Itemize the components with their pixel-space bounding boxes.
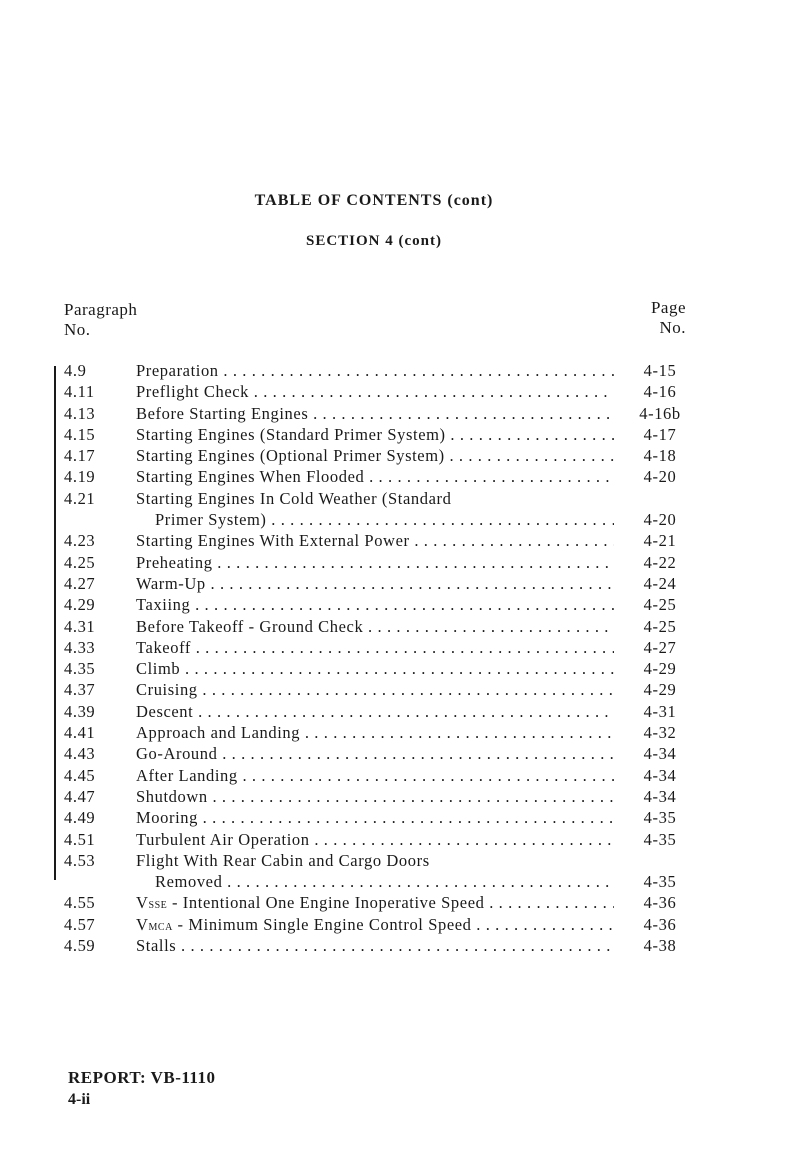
entry-title-text: Takeoff [136, 637, 191, 657]
entry-title [136, 743, 614, 764]
entry-title-continued [155, 871, 614, 892]
paragraph-number: 4.23 [64, 531, 96, 551]
entry-title-text: Cruising [136, 680, 198, 700]
toc-entry [64, 445, 690, 466]
entry-title-text: After Landing [136, 765, 238, 785]
entry-title-text: Starting Engines With External Power [136, 531, 410, 551]
toc-entry [64, 786, 690, 807]
paragraph-number: 4.41 [64, 723, 96, 743]
entry-title-text: Flight With Rear Cabin and Cargo Doors [136, 850, 430, 870]
entry-title-text: Warm-Up [136, 573, 206, 593]
entry-page-number: 4-32 [643, 723, 677, 743]
speed-subscript: MCA [148, 921, 173, 933]
paragraph-header-line1: Paragraph [64, 300, 138, 319]
toc-entry [64, 935, 690, 956]
entry-title-text: Stalls [136, 936, 177, 956]
entry-page-number: 4-36 [643, 914, 677, 934]
entry-title [136, 573, 614, 594]
paragraph-number: 4.35 [64, 659, 96, 679]
paragraph-number: 4.39 [64, 701, 96, 721]
entry-title-text: Preparation [136, 361, 219, 380]
entry-title-text: Preflight Check [136, 382, 250, 402]
entry-page-number: 4-34 [643, 744, 677, 764]
entry-page-number: 4-16 [643, 382, 677, 402]
entry-page-number: 4-25 [643, 595, 677, 615]
entry-page-number: 4-29 [643, 659, 677, 679]
entry-page-number: 4-15 [643, 361, 677, 380]
page-header-line2: No. [659, 318, 686, 337]
page-column-header [610, 298, 686, 338]
paragraph-number: 4.21 [64, 488, 96, 508]
entry-title [136, 722, 614, 743]
toc-entry [64, 616, 690, 637]
paragraph-number: 4.25 [64, 552, 96, 572]
entry-page-number: 4-17 [643, 424, 677, 444]
entry-title-text: Before Starting Engines [136, 403, 309, 423]
toc-entry [64, 658, 690, 679]
entry-title [136, 786, 614, 807]
paragraph-number: 4.51 [64, 829, 96, 849]
entry-title-text: Go-Around [136, 744, 218, 764]
entry-page-number: 4-31 [643, 701, 677, 721]
paragraph-number: 4.43 [64, 744, 96, 764]
toc-entry [64, 679, 690, 700]
toc-entry [64, 381, 690, 402]
toc-entry [64, 552, 690, 573]
paragraph-number: 4.47 [64, 786, 96, 806]
paragraph-number: 4.31 [64, 616, 96, 636]
entry-page-number: 4-27 [643, 637, 677, 657]
entry-page-number: 4-29 [643, 680, 677, 700]
entry-page-number: 4-34 [643, 765, 677, 785]
toc-entry [64, 807, 690, 828]
page-footer [68, 1067, 215, 1111]
entry-title [136, 701, 614, 722]
entry-title-text: Mooring [136, 808, 198, 828]
toc-entry-continuation [64, 509, 690, 530]
paragraph-number: 4.29 [64, 595, 96, 615]
toc-entry [64, 424, 690, 445]
entry-title [136, 445, 614, 466]
entry-title-text: Taxiing [136, 595, 191, 615]
toc-entry [64, 829, 690, 850]
paragraph-number: 4.45 [64, 765, 96, 785]
toc-entry [64, 914, 690, 935]
entry-title-continued-text: Removed [155, 872, 223, 892]
entry-title [136, 765, 614, 786]
entry-title [136, 466, 614, 487]
entry-title [136, 488, 614, 509]
paragraph-number: 4.11 [64, 382, 95, 402]
page-number: 4-ii [68, 1091, 91, 1108]
entry-page-number: 4-25 [643, 616, 677, 636]
entry-page-number: 4-35 [643, 808, 677, 828]
entry-title [136, 424, 614, 445]
toc-entry [64, 360, 690, 381]
toc-entry [64, 573, 690, 594]
toc-title: TABLE OF CONTENTS (cont) [254, 192, 494, 209]
toc-entry [64, 701, 690, 722]
toc-entry [64, 403, 690, 424]
paragraph-number: 4.19 [64, 467, 96, 487]
paragraph-number: 4.57 [64, 914, 96, 934]
entry-page-number: 4-22 [643, 552, 677, 572]
revision-change-bar [54, 366, 56, 880]
paragraph-number: 4.53 [64, 850, 96, 870]
speed-symbol: V [136, 893, 149, 913]
paragraph-number: 4.55 [64, 893, 96, 913]
entry-page-number: 4-35 [643, 872, 677, 892]
entry-title [136, 829, 614, 850]
paragraph-number: 4.13 [64, 403, 96, 423]
entry-title-text: Shutdown [136, 786, 208, 806]
paragraph-number: 4.49 [64, 808, 96, 828]
entry-page-number: 4-18 [643, 446, 677, 466]
entry-title [136, 594, 614, 615]
toc-entry [64, 637, 690, 658]
entry-title [136, 850, 614, 871]
entry-title [136, 530, 614, 551]
entry-title [136, 360, 614, 381]
toc-entry [64, 466, 690, 487]
toc-entry [64, 722, 690, 743]
entry-page-number: 4-24 [643, 573, 677, 593]
entry-title [136, 679, 614, 700]
entry-page-number: 4-38 [643, 936, 677, 956]
entry-title-text: Starting Engines (Optional Primer System) [136, 446, 445, 466]
entry-title-text: - Minimum Single Engine Control Speed [172, 914, 472, 934]
paragraph-number: 4.15 [64, 424, 96, 444]
entry-title-text: Before Takeoff - Ground Check [136, 616, 364, 636]
section-heading: SECTION 4 (cont) [305, 233, 442, 249]
entry-title [136, 381, 614, 402]
entry-title-text: Starting Engines In Cold Weather (Standard [136, 488, 452, 508]
entry-title [136, 807, 614, 828]
toc-list [64, 360, 690, 956]
toc-entry [64, 488, 690, 509]
entry-title [136, 403, 614, 424]
paragraph-number: 4.17 [64, 446, 96, 466]
entry-page-number: 4-35 [643, 829, 677, 849]
entry-title [136, 637, 614, 658]
entry-title [136, 616, 614, 637]
paragraph-header-line2: No. [64, 320, 91, 339]
entry-title [136, 658, 614, 679]
toc-entry [64, 765, 690, 786]
entry-title-text: Turbulent Air Operation [136, 829, 310, 849]
paragraph-number: 4.33 [64, 637, 96, 657]
speed-symbol: V [136, 914, 149, 934]
paragraph-number: 4.9 [64, 361, 87, 380]
paragraph-number: 4.59 [64, 936, 96, 956]
entry-page-number: 4-16b [639, 403, 681, 423]
entry-title-text: Starting Engines When Flooded [136, 467, 365, 487]
entry-title-text: Preheating [136, 552, 213, 572]
entry-title-continued-text: Primer System) [155, 510, 267, 530]
entry-page-number: 4-21 [643, 531, 677, 551]
entry-title-text: Descent [136, 701, 194, 721]
toc-entry [64, 530, 690, 551]
entry-page-number: 4-34 [643, 786, 677, 806]
entry-title-text: Starting Engines (Standard Primer System) [136, 424, 446, 444]
speed-subscript: SSE [148, 900, 168, 912]
toc-entry [64, 743, 690, 764]
entry-page-number: 4-20 [643, 467, 677, 487]
entry-title [136, 935, 614, 956]
toc-entry-continuation [64, 871, 690, 892]
paragraph-column-header [64, 300, 137, 340]
entry-title [136, 552, 614, 573]
entry-title-text: - Intentional One Engine Inoperative Speed [167, 893, 485, 913]
entry-title-text: Climb [136, 659, 181, 679]
toc-entry [64, 594, 690, 615]
paragraph-number: 4.37 [64, 680, 96, 700]
entry-title-text: Approach and Landing [136, 723, 301, 743]
paragraph-number: 4.27 [64, 573, 96, 593]
entry-page-number: 4-20 [643, 510, 677, 530]
toc-entry [64, 850, 690, 871]
report-number: REPORT: VB-1110 [68, 1068, 216, 1087]
page-header-line1: Page [650, 298, 686, 317]
toc-entry [64, 892, 690, 913]
entry-page-number: 4-36 [643, 893, 677, 913]
entry-title-continued [155, 509, 614, 530]
